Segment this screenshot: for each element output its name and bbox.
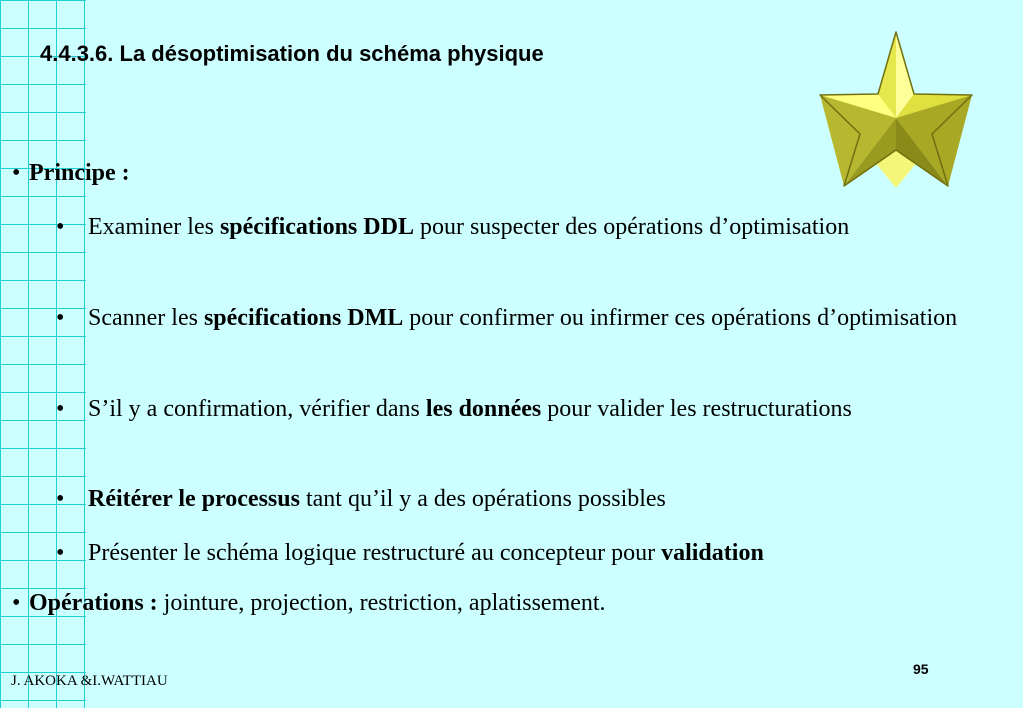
list-item [56, 535, 997, 571]
bullet-bold: spécifications DML [203, 305, 404, 331]
slide-title: 4.4.3.6. La désoptimisation du schéma physique [40, 41, 544, 66]
bullet-icon: • [56, 305, 65, 331]
list-item [56, 481, 997, 517]
bullet-icon: • [12, 590, 21, 616]
bullet-bold: Réitérer le processus [88, 486, 300, 512]
bullet-text: S’il y a confirmation, vérifier dans [88, 396, 426, 422]
bullet-bold: les données [425, 396, 542, 422]
bullet-icon: • [56, 214, 65, 240]
bullet-icon: • [12, 160, 21, 186]
bullet-bold: spécifications DDL [219, 214, 414, 240]
principe-heading [12, 160, 130, 187]
operations-line [12, 590, 606, 617]
bullet-text: Examiner les [88, 214, 220, 240]
bullet-text: pour valider les restructurations [541, 396, 852, 422]
list-item [56, 209, 997, 245]
list-item [56, 300, 997, 336]
bullet-text: tant qu’il y a des opérations possibles [299, 486, 666, 512]
operations-label: Opérations : [29, 590, 158, 616]
bullet-text: Présenter le schéma logique restructuré au concepteur pour [88, 540, 662, 566]
operations-text: jointure, projection, restriction, aplatissement. [157, 590, 606, 616]
list-item [56, 391, 997, 427]
page-number: 95 [913, 661, 929, 677]
bullet-bold: validation [661, 540, 764, 566]
star-icon [818, 30, 974, 188]
footer-author: J. AKOKA &I.WATTIAU [11, 673, 168, 689]
bullet-text: pour confirmer ou infirmer ces opérations d’optimisation [403, 305, 958, 331]
bullet-text: pour suspecter des opérations d’optimisation [413, 214, 850, 240]
bullet-icon: • [56, 540, 65, 566]
bullet-text: Scanner les [88, 305, 204, 331]
principe-label: Principe : [29, 160, 130, 186]
bullet-icon: • [56, 486, 65, 512]
bullet-icon: • [56, 396, 65, 422]
